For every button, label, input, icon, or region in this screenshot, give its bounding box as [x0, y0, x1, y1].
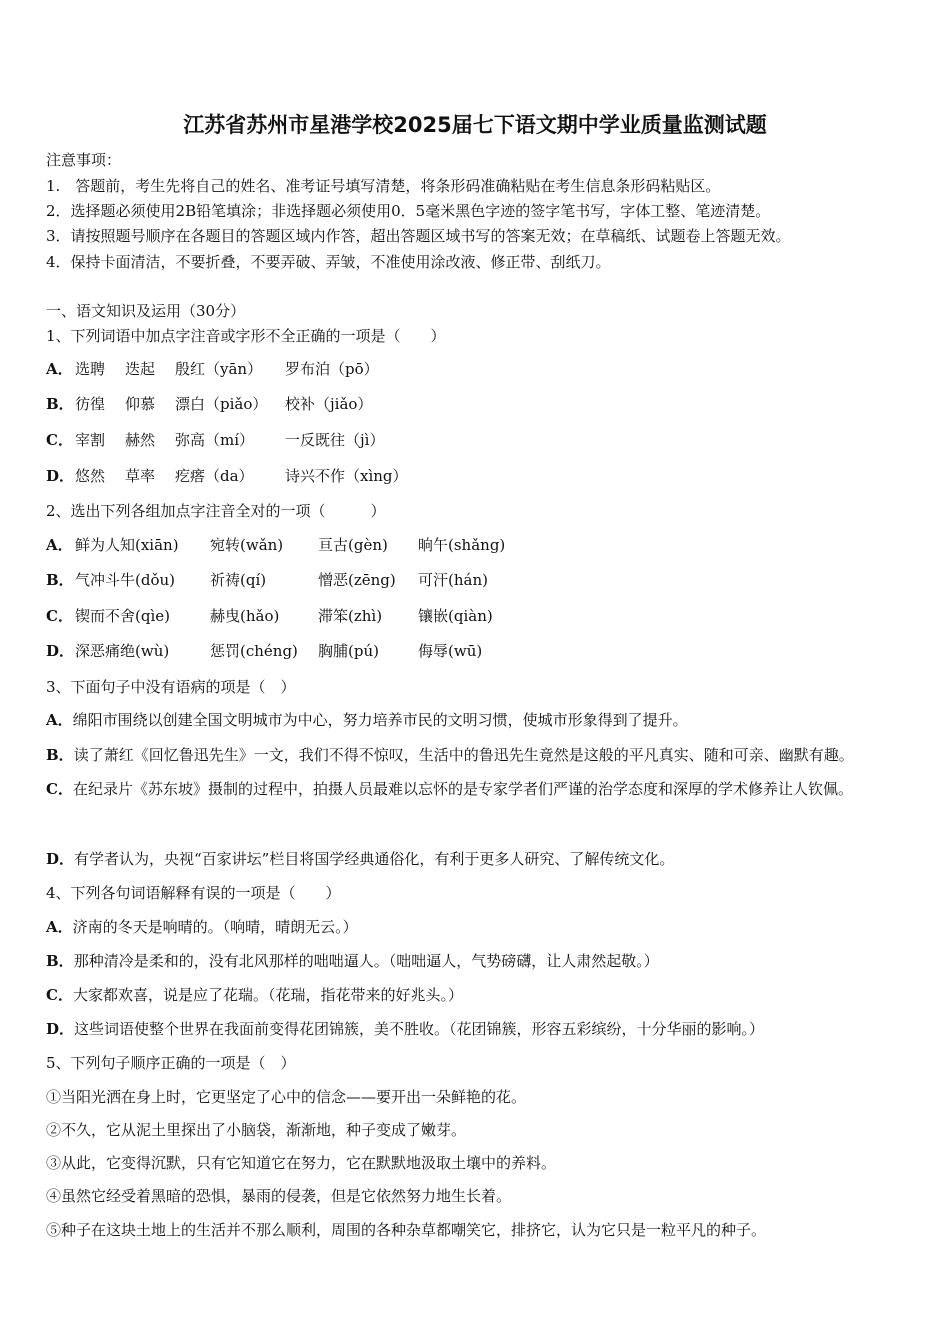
notice-item: 2．选择题必须使用2B铅笔填涂；非选择题必须使用0．5毫米黑色字迹的签字笔书写，字体工整、笔迹清楚。	[46, 202, 771, 220]
option-label: C．	[46, 431, 73, 449]
option-part: 草率	[125, 467, 156, 485]
option-part: 可汗(hán)	[418, 571, 488, 589]
option-label: C．	[46, 780, 73, 798]
option-label: A．	[46, 711, 73, 729]
option-row	[46, 841, 916, 878]
option-part: 滞笨(zhì)	[318, 607, 383, 625]
option-label: B．	[46, 571, 74, 589]
option-part: 赫曳(hǎo)	[210, 607, 280, 625]
option-text: 有学者认为，央视“百家讲坛”栏目将国学经典通俗化，有利于更多人研究、了解传统文化。	[74, 850, 675, 868]
option-label: D．	[46, 642, 75, 660]
notice-item: 3．请按照题号顺序在各题目的答题区域内作答，超出答题区域书写的答案无效；在草稿纸、试题卷上答题无效。	[46, 227, 791, 245]
section-heading: 一、语文知识及运用（30分）	[46, 302, 246, 320]
question-stem: 3、下面句子中没有语病的项是（ ）	[46, 678, 296, 696]
option-part: 宰割	[75, 431, 106, 449]
option-row	[46, 977, 916, 1014]
option-text: 这些词语使整个世界在我面前变得花团锦簇，美不胜收。（花团锦簇，形容五彩缤纷，十分华丽的影响。）	[74, 1020, 765, 1038]
option-label: D．	[46, 1020, 75, 1038]
page-title: 江苏省苏州市星港学校2025届七下语文期中学业质量监测试题	[183, 113, 767, 137]
option-label: B．	[46, 952, 74, 970]
option-part: 诗兴不作（xìng）	[285, 467, 408, 485]
sentence-item: ③从此，它变得沉默，只有它知道它在努力，它在默默地汲取土壤中的养料。	[46, 1154, 557, 1172]
option-part: 罗布泊（pō）	[285, 360, 379, 378]
sentence-item: ⑤种子在这块土地上的生活并不那么顺利，周围的各种杂草都嘲笑它，排挤它，认为它只是一粒平凡的种子。	[46, 1221, 767, 1239]
sentence-item: ④虽然它经受着黑暗的恐惧，暴雨的侵袭，但是它依然努力地生长着。	[46, 1187, 512, 1205]
option-part: 镶嵌(qiàn)	[418, 607, 493, 625]
option-part: 胸脯(pú)	[318, 642, 379, 660]
option-part: 疙瘩（da）	[175, 467, 254, 485]
question-stem: 4、下列各句词语解释有误的一项是（ ）	[46, 884, 341, 902]
option-part: 亘古(gèn)	[318, 536, 388, 554]
option-label: C．	[46, 986, 73, 1004]
option-text: 在纪录片《苏东坡》摄制的过程中，拍摄人员最难以忘怀的是专家学者们严谨的治学态度和深厚的学术修养让人钦佩。	[72, 780, 853, 798]
option-part: 深恶痛绝(wù)	[75, 642, 170, 660]
option-part: 祈祷(qí)	[210, 571, 267, 589]
option-row	[46, 771, 916, 808]
option-part: 鲜为人知(xiān)	[75, 536, 179, 554]
option-label: A．	[46, 360, 73, 378]
question-stem: 1、下列词语中加点字注音或字形不全正确的一项是（ ）	[46, 327, 446, 345]
option-part: 悠然	[75, 467, 106, 485]
option-part: 选聘	[75, 360, 106, 378]
option-part: 彷徨	[75, 395, 106, 413]
option-part: 漂白（piǎo）	[175, 395, 268, 413]
option-part: 弥高（mí）	[175, 431, 255, 449]
option-row	[46, 702, 916, 739]
option-label: D．	[46, 850, 75, 868]
option-row	[46, 737, 916, 774]
option-row	[46, 909, 916, 946]
option-label: D．	[46, 467, 75, 485]
option-row	[46, 943, 916, 980]
option-text: 绵阳市围绕以创建全国文明城市为中心，努力培养市民的文明习惯，使城市形象得到了提升。	[72, 711, 688, 729]
notice-heading: 注意事项：	[46, 151, 122, 169]
option-label: C．	[46, 607, 73, 625]
option-label: B．	[46, 395, 74, 413]
option-label: A．	[46, 536, 73, 554]
option-part: 迭起	[125, 360, 156, 378]
option-text: 那种清冷是柔和的，没有北风那样的咄咄逼人。（咄咄逼人，气势磅礴，让人肃然起敬。）	[73, 952, 659, 970]
option-part: 一反既往（jì）	[285, 431, 385, 449]
notice-item: 1. 答题前，考生先将自己的姓名、准考证号填写清楚，将条形码准确粘贴在考生信息条形码粘贴区。	[46, 177, 721, 195]
option-row	[46, 1011, 916, 1048]
sentence-item: ②不久，它从泥土里探出了小脑袋，渐渐地，种子变成了嫩芽。	[46, 1121, 467, 1139]
option-text: 读了萧红《回忆鲁迅先生》一文，我们不得不惊叹，生活中的鲁迅先生竟然是这般的平凡真实、随和可亲、幽默有趣。	[73, 746, 854, 764]
option-part: 殷红（yān）	[175, 360, 263, 378]
option-text: 济南的冬天是响晴的。（响晴，晴朗无云。）	[72, 918, 358, 936]
option-part: 惩罚(chéng)	[210, 642, 298, 660]
option-text: 大家都欢喜，说是应了花瑞。（花瑞，指花带来的好兆头。）	[72, 986, 463, 1004]
notice-item: 4．保持卡面清洁，不要折叠，不要弄破、弄皱，不准使用涂改液、修正带、刮纸刀。	[46, 253, 611, 271]
option-part: 赫然	[125, 431, 156, 449]
sentence-item: ①当阳光洒在身上时，它更坚定了心中的信念——要开出一朵鲜艳的花。	[46, 1088, 527, 1106]
option-part: 气冲斗牛(dǒu)	[75, 571, 175, 589]
option-part: 锲而不舍(qìe)	[75, 607, 170, 625]
option-label: A．	[46, 918, 73, 936]
question-stem: 2、选出下列各组加点字注音全对的一项（ ）	[46, 502, 386, 520]
option-part: 憎恶(zēng)	[318, 571, 396, 589]
question-stem: 5、下列句子顺序正确的一项是（ ）	[46, 1054, 296, 1072]
option-part: 宛转(wǎn)	[210, 536, 284, 554]
option-part: 仰慕	[125, 395, 156, 413]
option-part: 校补（jiǎo）	[285, 395, 373, 413]
option-label: B．	[46, 746, 74, 764]
option-part: 侮辱(wū)	[418, 642, 483, 660]
option-part: 晌午(shǎng)	[418, 536, 506, 554]
